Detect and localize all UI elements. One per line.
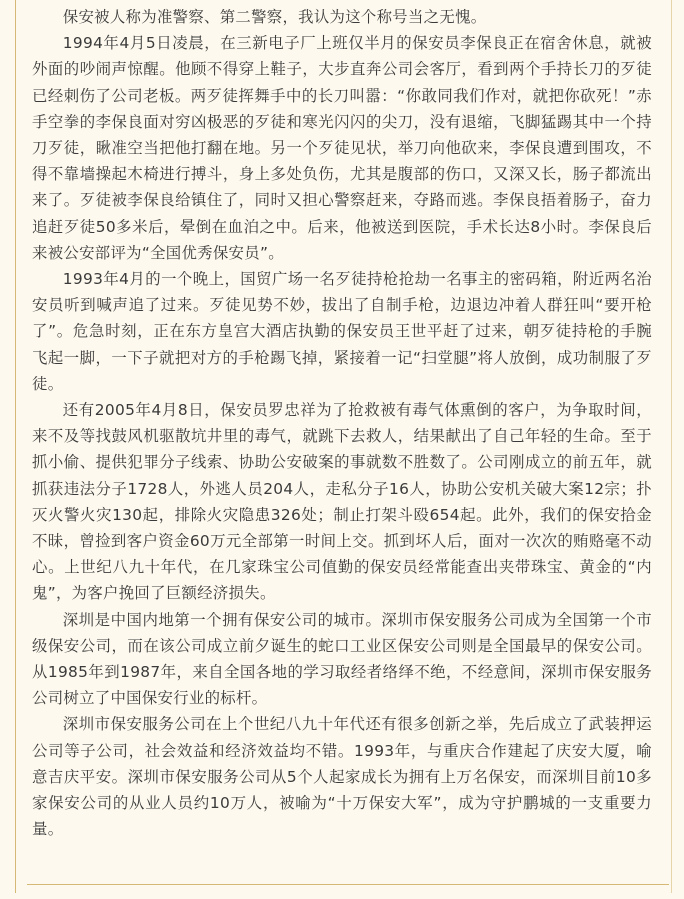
right-border-line: [671, 0, 672, 893]
paragraph-luo-zhongxiang: 还有2005年4月8日，保安员罗忠祥为了抢救被有毒气体熏倒的客户，为争取时间，来不及等找鼓风机驱散坑井里的毒气，就跳下去救人，结果献出了自己年轻的生命。至于抓小偷、提供犯罪分子线索、协助公安破案的事就数不胜数了。公司刚成立的前五年，就抓获违法分子1728人，外逃人员204人，走私分子16人，协助公安机关破大案12宗；扑灭火警火灾130起，排除火灾隐患326处；制止打架斗殴654起。此外，我们的保安拾金不昧，曾捡到客户资金60万元全部第一时间上交。抓到坏人后，面对一次次的贿赂毫不动心。上世纪八九十年代，在几家珠宝公司值勤的保安员经常能查出夹带珠宝、黄金的“内鬼”，为客户挽回了巨额经济损失。: [32, 401, 652, 603]
bottom-border-line: [27, 884, 669, 885]
paragraph-li-baoliang: 1994年4月5日凌晨，在三新电子厂上班仅半月的保安员李保良正在宿舍休息，就被外面的吵闹声惊醒。他顾不得穿上鞋子，大步直奔公司会客厅，看到两个手持长刀的歹徒已经刺伤了公司老板。两歹徒挥舞手中的长刀叫嚣：“你敢同我们作对，就把你砍死！”赤手空拳的李保良面对穷凶极恶的歹徒和寒光闪闪的尖刀，没有退缩，飞脚猛踢其中一个持刀歹徒，瞅准空当把他打翻在地。另一个歹徒见状，举刀向他砍来，李保良遭到围攻，不得不靠墙操起木椅进行搏斗，身上多处负伤，尤其是腹部的伤口，又深又长，肠子都流出来了。歹徒被李保良给镇住了，同时又担心警察赶来，夺路而逃。李保良捂着肠子，奋力追赶歹徒50多米后，晕倒在血泊之中。后来，他被送到医院，手术长达8小时。李保良后来被公安部评为“全国优秀保安员”。: [32, 34, 652, 262]
paragraph-intro: 保安被人称为准警察、第二警察，我认为这个称号当之无愧。: [62, 8, 487, 26]
paragraph-wang-shiping: 1993年4月的一个晚上，国贸广场一名歹徒持枪抢劫一名事主的密码箱，附近两名治安员听到喊声追了过来。歹徒见势不妙，拔出了自制手枪，边退边冲着人群狂叫“要开枪了”。危急时刻，正在东方皇宫大酒店执勤的保安员王世平赶了过来，朝歹徒持枪的手腕飞起一脚，一下子就把对方的手枪踢飞掉，紧接着一记“扫堂腿”将人放倒，成功制服了歹徒。: [32, 270, 652, 393]
paragraph-innovation: 深圳市保安服务公司在上个世纪八九十年代还有很多创新之举，先后成立了武装押运公司等子公司，社会效益和经济效益均不错。1993年，与重庆合作建起了庆安大厦，喻意吉庆平安。深圳市保安服务公司从5个人起家成长为拥有上万名保安，而深圳目前10多家保安公司的从业人员约10万人，被喻为“十万保安大军”，成为守护鹏城的一支重要力量。: [32, 715, 652, 839]
article-body: [32, 4, 652, 843]
paragraph-shenzhen-first: 深圳是中国内地第一个拥有保安公司的城市。深圳市保安服务公司成为全国第一个市级保安公司，而在该公司成立前夕诞生的蛇口工业区保安公司则是全国最早的保安公司。从1985年到1987年，来自全国各地的学习取经者络绎不绝，不经意间，深圳市保安服务公司树立了中国保安行业的标杆。: [32, 610, 652, 708]
left-border-line: [15, 0, 16, 893]
